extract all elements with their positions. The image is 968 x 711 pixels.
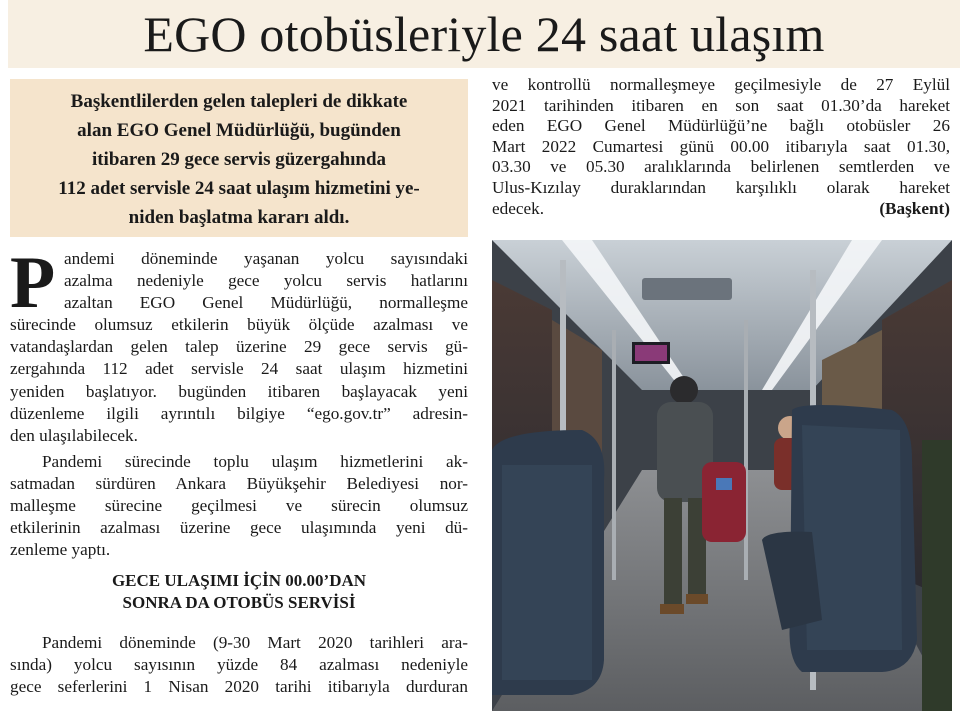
text-line: 03.30 ve 05.30 aralıklarında belirlenen semtlerden ve (492, 157, 950, 177)
text-line: eden EGO Genel Müdürlüğü’ne bağlı otobüsler 26 (492, 116, 950, 136)
text-line-end: edecek. (492, 198, 544, 218)
text-line: Pandemi sürecinde toplu ulaşım hizmetlerini ak- (42, 452, 468, 471)
text-line: sürecinde olumsuz etkilerin büyük ölçüde azalması ve (10, 315, 468, 335)
subheading (10, 570, 468, 614)
text-line: azalma nedeniyle gece yolcu servis hatlarını (64, 271, 468, 291)
lead-line: niden başlatma kararı aldı. (128, 207, 350, 228)
text-line: ve kontrollü normalleşmeye geçilmesiyle de 27 Eylül (492, 75, 950, 94)
text-line: zergahında 112 adet servisle 24 saat ulaşım hizmetini (10, 359, 468, 379)
text-line: azaltan EGO Genel Müdürlüğü, normalleşme (64, 293, 468, 313)
text-line: vatandaşlardan gelen talep üzerine 29 gece servis gü- (10, 337, 468, 357)
paragraph-3 (10, 632, 468, 698)
text-line: zenleme yaptı. (10, 540, 111, 560)
drop-cap: P (10, 242, 56, 324)
text-line: düzenleme ilgili ayrıntılı bilgiye “ego.gov.tr” adresin- (10, 403, 468, 423)
text-line: satmadan sürdüren Ankara Büyükşehir Belediyesi nor- (10, 474, 468, 494)
right-column-text (492, 75, 950, 219)
lead-line: itibaren 29 gece servis güzergahında (91, 149, 387, 170)
lead-line: Başkentlilerden gelen talepleri de dikkate (70, 91, 408, 112)
headline-band (8, 0, 960, 68)
bus-interior-photo (492, 240, 952, 711)
text-line: malleşme sürecine geçilmesi ve sürecin olumsuz (10, 496, 468, 516)
text-line: etkilerinin azalması üzerine gece ulaşımında yeni dü- (10, 518, 468, 538)
subheading-line: SONRA DA OTOBÜS SERVİSİ (122, 593, 356, 612)
text-line: Pandemi döneminde (9-30 Mart 2020 tarihleri ara- (42, 633, 468, 652)
source-credit: (Başkent) (879, 198, 950, 218)
text-line: gece seferlerini 1 Nisan 2020 tarihi itibarıyla durduran (10, 677, 468, 697)
text-line: yeniden başlatıyor. bugünden itibaren başlayacak yeni (10, 381, 468, 401)
text-line: den ulaşılabilecek. (10, 425, 138, 445)
subheading-line: GECE ULAŞIMI İÇİN 00.00’DAN (111, 571, 367, 590)
text-line: andemi döneminde yaşanan yolcu sayısındaki (64, 249, 468, 268)
paragraph-1 (10, 242, 468, 447)
lead-line: 112 adet servisle 24 saat ulaşım hizmetini ye- (58, 178, 420, 199)
text-line: Mart 2022 Cumartesi günü 00.00 itibarıyla saat 01.30, (492, 136, 950, 156)
headline: EGO otobüsleriyle 24 saat ulaşım (143, 6, 825, 62)
text-line: sında) yolcu sayısının yüzde 84 azalması nedeniyle (10, 655, 468, 675)
text-line-last (492, 199, 950, 220)
text-line: Ulus-Kızılay duraklarından karşılıklı olarak hareket (492, 177, 950, 197)
lead-box (10, 79, 468, 237)
paragraph-2 (10, 451, 468, 561)
text-line: 2021 tarihinden itibaren en son saat 01.30’da hareket (492, 95, 950, 115)
lead-line: alan EGO Genel Müdürlüğü, bugünden (77, 120, 401, 141)
